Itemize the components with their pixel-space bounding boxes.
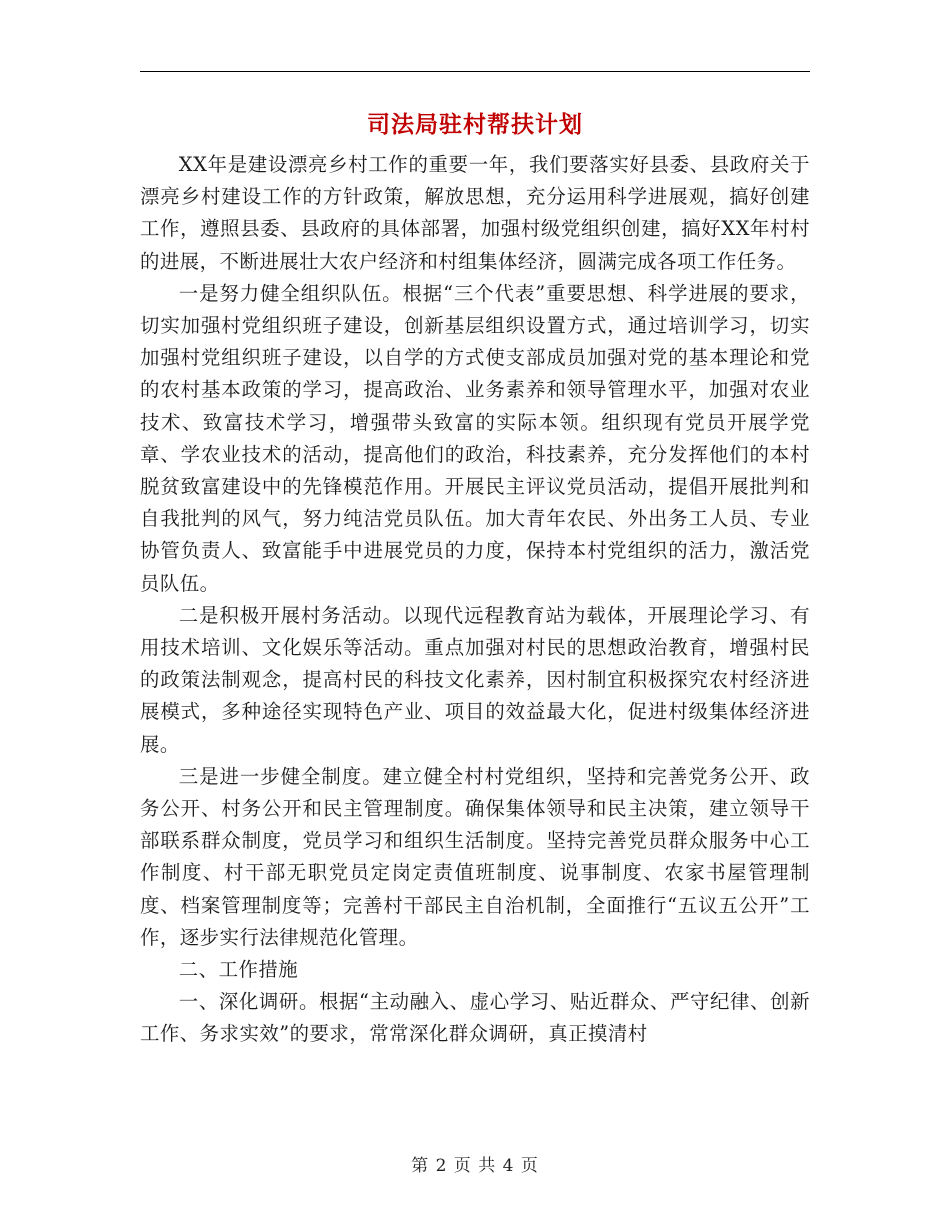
paragraph-research: 一、深化调研。根据“主动融入、虚心学习、贴近群众、严守纪律、创新工作、务求实效”的要求，常常深化群众调研，真正摸清村 (140, 990, 810, 1046)
document-body (140, 149, 810, 1051)
paragraph-village-affairs: 二是积极开展村务活动。以现代远程教育站为载体，开展理论学习、有用技术培训、文化娱乐等活动。重点加强对村民的思想政治教育，增强村民的政策法制观念，提高村民的科技文化素养，因村制宜积极探究农村经济进展模式，多种途径实现特色产业、项目的效益最大化，促进村级集体经济进展。 (140, 603, 810, 756)
paragraph-intro: XX年是建设漂亮乡村工作的重要一年，我们要落实好县委、县政府关于漂亮乡村建设工作的方针政策，解放思想，充分运用科学进展观，搞好创建工作，遵照县委、县政府的具体部署，加强村级党组织创建，搞好XX年村村的进展，不断进展壮大农户经济和村组集体经济，圆满完成各项工作任务。 (140, 153, 810, 273)
header-rule (140, 71, 810, 72)
document-title: 司法局驻村帮扶计划 (367, 111, 583, 138)
paragraph-system: 三是进一步健全制度。建立健全村村党组织，坚持和完善党务公开、政务公开、村务公开和民主管理制度。确保集体领导和民主决策，建立领导干部联系群众制度，党员学习和组织生活制度。坚持完善党员群众服务中心工作制度、村干部无职党员定岗定责值班制度、说事制度、农家书屋管理制度、档案管理制度等；完善村干部民主自治机制，全面推行“五议五公开”工作，逐步实行法律规范化管理。 (140, 764, 810, 949)
paragraph-organization: 一是努力健全组织队伍。根据“三个代表”重要思想、科学进展的要求，切实加强村党组织班子建设，创新基层组织设置方式，通过培训学习，切实加强村党组织班子建设，以自学的方式使支部成员加强对党的基本理论和党的农村基本政策的学习，提高政治、业务素养和领导管理水平，加强对农业技术、致富技术学习，增强带头致富的实际本领。组织现有党员开展学党章、学农业技术的活动，提高他们的政治，科技素养，充分发挥他们的本村脱贫致富建设中的先锋模范作用。开展民主评议党员活动，提倡开展批判和自我批判的风气，努力纯洁党员队伍。加大青年农民、外出务工人员、专业协管负责人、致富能手中进展党员的力度，保持本村党组织的活力，激活党员队伍。 (140, 281, 810, 595)
page-number: 第 2 页 共 4 页 (411, 1156, 539, 1176)
section-heading-measures: 二、工作措施 (178, 958, 299, 982)
